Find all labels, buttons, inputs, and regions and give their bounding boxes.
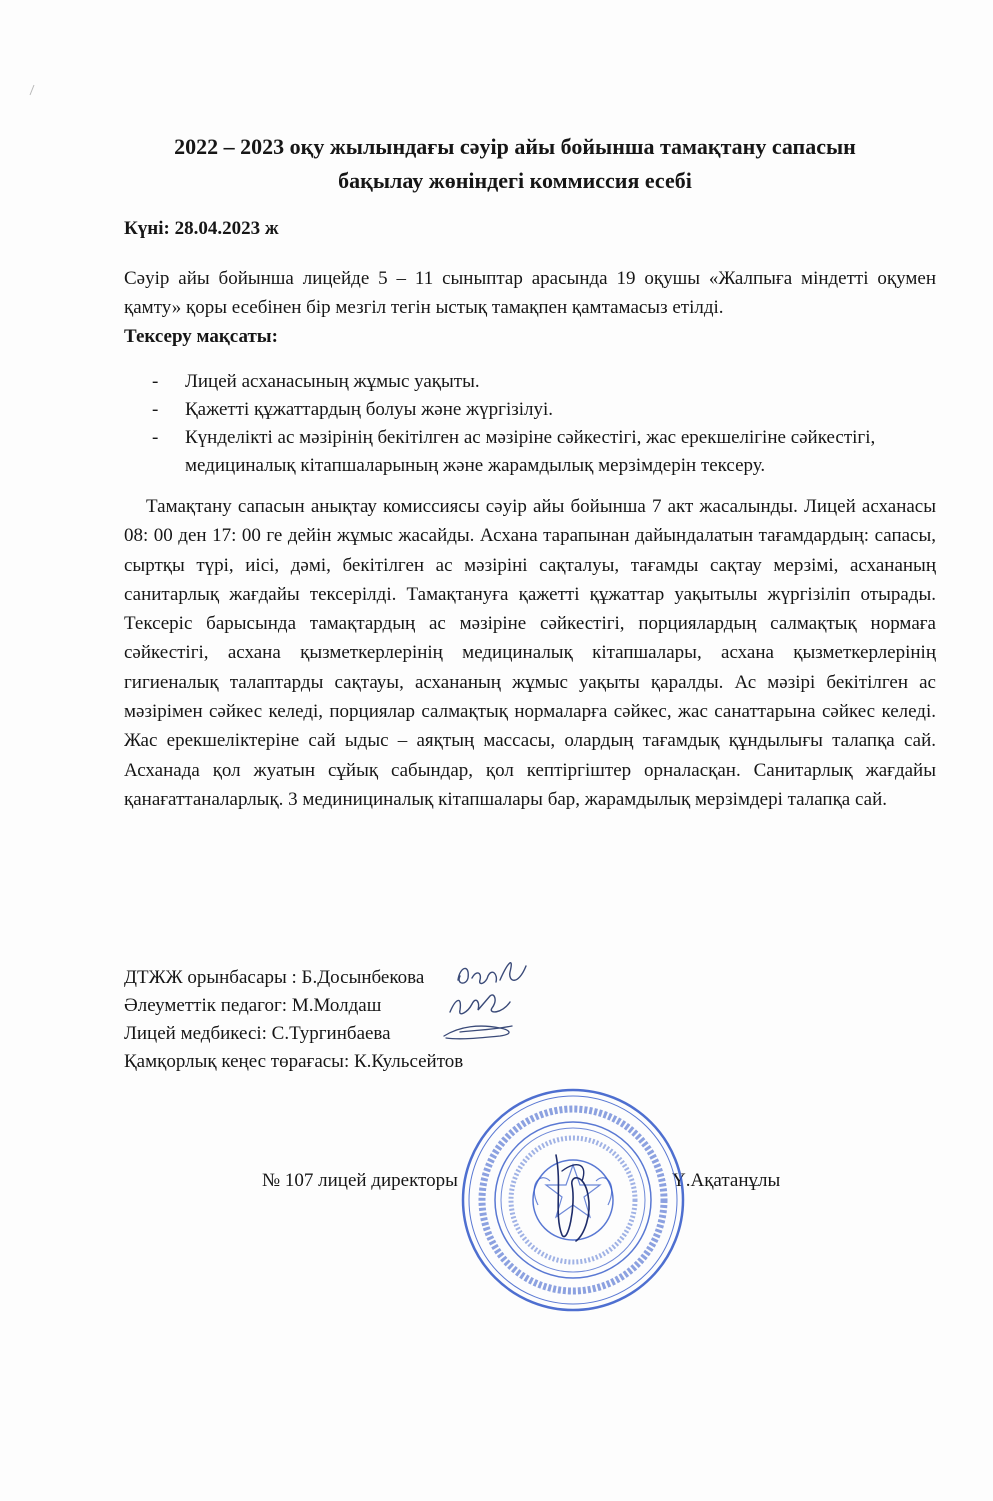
- title-line-1: 2022 – 2023 оқу жылындағы сәуір айы бойынша тамақтану сапасын: [174, 134, 856, 159]
- report-title: [100, 130, 930, 198]
- goal-text: Лицей асханасының жұмыс уақыты.: [185, 371, 480, 392]
- corner-mark: [26, 84, 38, 96]
- signature-line: ДТЖЖ орынбасары : Б.Досынбекова: [124, 967, 425, 988]
- goal-item: [152, 396, 932, 424]
- goals-list: [152, 368, 932, 480]
- handwritten-signature-1: [452, 958, 532, 992]
- title-line-2: бақылау жөніндегі коммиссия есебі: [338, 168, 692, 193]
- official-seal-stamp: [458, 1085, 688, 1315]
- goal-text: Күнделікті ас мәзірінің бекітілген ас мәзіріне сәйкестігі, жас ерекшелігіне сәйкестігі, медициналық кітапшаларының және жарамдылық мерзімдерін тексеру.: [185, 427, 876, 476]
- intro-paragraph: Сәуір айы бойынша лицейде 5 – 11 сыныптар арасында 19 оқушы «Жалпыға міндетті оқумен қамту» қоры есебінен бір мезгіл тегін ыстық тамақпен қамтамасыз етілді.: [124, 268, 936, 318]
- goal-item: [152, 424, 932, 480]
- goal-bullet: -: [152, 399, 159, 420]
- director-name: Ү.Ақатанұлы: [672, 1170, 781, 1191]
- signature-line: Әлеуметтік педагог: М.Молдаш: [124, 995, 382, 1016]
- report-date: Күні: 28.04.2023 ж: [124, 218, 279, 239]
- goal-bullet: -: [152, 427, 159, 448]
- goal-item: [152, 368, 932, 396]
- director-title: № 107 лицей директоры: [262, 1170, 458, 1191]
- handwritten-signature-2: [446, 988, 516, 1022]
- findings-paragraph: Тамақтану сапасын анықтау комиссиясы сәуір айы бойынша 7 акт жасалынды. Лицей асханасы 08: 00 ден 17: 00 ге дейін жұмыс жасайды. Асхана тарапынан дайындалатын тағамдардың: сапасы, сыртқы түрі, иісі, дәмі, бекітілген ас мәзіріні сақталуы, тағамды сақтау мерзімі, асхананың санитарлық жағдайы тексерілді. Тамақтануға қажетті құжаттар уақытылы жүргізіліп отырады. Тексеріс барысында тамақтардың ас мәзіріне сәйкестігі, порциялардың салмақтық нормаға сәйкестігі, асхана қызметкерлерінің медициналық кітапшалары, асхана қызметкерлерінің гигиеналық талаптарды сақтауы, асхананың жұмыс уақыты қаралды. Ас мәзірі бекітілген ас мәзірімен сәйкес келеді, порциялар салмақтық нормаларға сәйкес, жас санаттарына сәйкес келеді. Жас ерекшеліктеріне сай ыдыс – аяқтың массасы, олардың тағамдық құндылығы талапқа сай. Асханада қол жуатын сұйық сабындар, қол кептіргіштер орналасқан. Санитарлық жағдайы қанағаттаналарлық. 3 мединициналық кітапшалары бар, жарамдылық мерзімдері талапқа сай.: [124, 496, 936, 810]
- signature-line: Лицей медбикесі: С.Тургинбаева: [124, 1023, 391, 1044]
- signature-block: [124, 964, 463, 1076]
- handwritten-signature-3: [440, 1020, 520, 1044]
- signature-line: Қамқорлық кеңес төрағасы: К.Кульсейтов: [124, 1051, 464, 1072]
- goal-text: Қажетті құжаттардың болуы және жүргізілуі.: [185, 399, 554, 420]
- goals-heading: Тексеру мақсаты:: [124, 326, 278, 347]
- goal-bullet: -: [152, 371, 159, 392]
